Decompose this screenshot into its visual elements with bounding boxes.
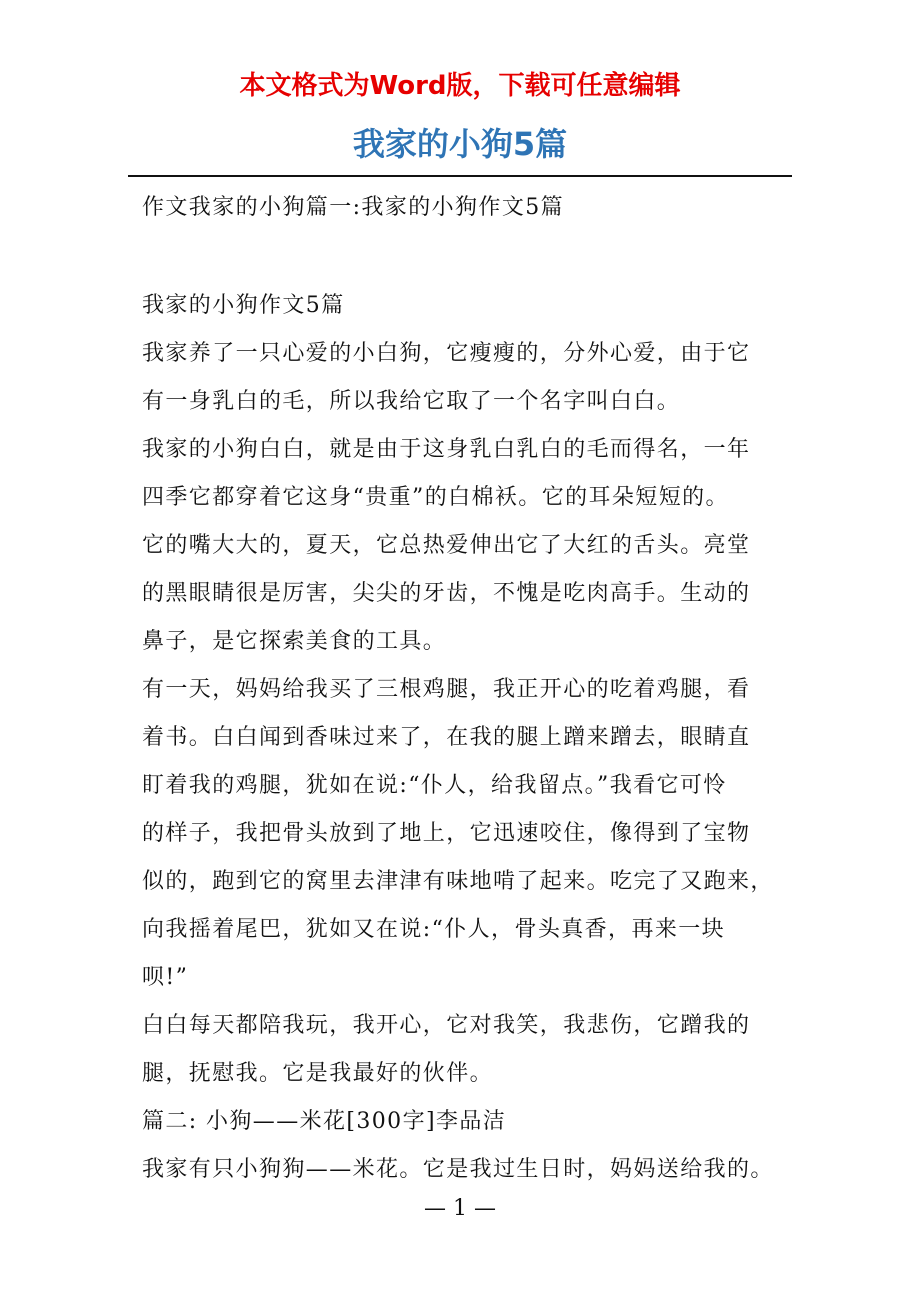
section-heading: 篇二: 小狗——米花[300字]李品洁: [142, 1109, 507, 1134]
section-heading: 我家的小狗作文5篇: [142, 293, 345, 318]
format-notice-banner: 本文格式为Word版，下载可任意编辑: [239, 71, 681, 101]
body-line: 鼻子，是它探索美食的工具。: [142, 629, 447, 654]
body-line: 的黑眼睛很是厉害，尖尖的牙齿，不愧是吃肉高手。生动的: [142, 581, 751, 606]
document-title: 我家的小狗5篇: [352, 125, 568, 163]
blank-line: [142, 232, 792, 282]
subtitle-line: 作文我家的小狗篇一:我家的小狗作文5篇: [142, 195, 565, 220]
body-line: 有一天，妈妈给我买了三根鸡腿，我正开心的吃着鸡腿，看: [142, 677, 751, 702]
body-line: 有一身乳白的毛，所以我给它取了一个名字叫白白。: [142, 389, 681, 414]
body-line: 我家有只小狗狗——米花。它是我过生日时，妈妈送给我的。: [142, 1157, 774, 1182]
body-line: 我家养了一只心爱的小白狗，它瘦瘦的，分外心爱，由于它: [142, 341, 751, 366]
body-line: 腿，抚慰我。它是我最好的伙伴。: [142, 1061, 494, 1086]
document-body: [142, 184, 792, 1194]
body-line: 它的嘴大大的，夏天，它总热爱伸出它了大红的舌头。亮堂: [142, 533, 751, 558]
body-line: 着书。白白闻到香味过来了，在我的腿上蹭来蹭去，眼睛直: [142, 725, 751, 750]
page-number: — 1 —: [424, 1196, 496, 1221]
body-line: 盯着我的鸡腿，犹如在说:“仆人，给我留点。”我看它可怜: [142, 773, 727, 798]
body-line: 我家的小狗白白，就是由于这身乳白乳白的毛而得名，一年: [142, 437, 751, 462]
body-line: 的样子，我把骨头放到了地上，它迅速咬住，像得到了宝物: [142, 821, 751, 846]
body-line: 似的，跑到它的窝里去津津有味地啃了起来。吃完了又跑来，: [142, 869, 774, 894]
body-line: 向我摇着尾巴，犹如又在说:“仆人，骨头真香，再来一块: [142, 917, 726, 942]
body-line: 白白每天都陪我玩，我开心，它对我笑，我悲伤，它蹭我的: [142, 1013, 751, 1038]
body-line: 四季它都穿着它这身“贵重”的白棉袄。它的耳朵短短的。: [142, 485, 729, 510]
title-divider: [128, 175, 792, 177]
body-line: 呗!”: [142, 965, 189, 990]
